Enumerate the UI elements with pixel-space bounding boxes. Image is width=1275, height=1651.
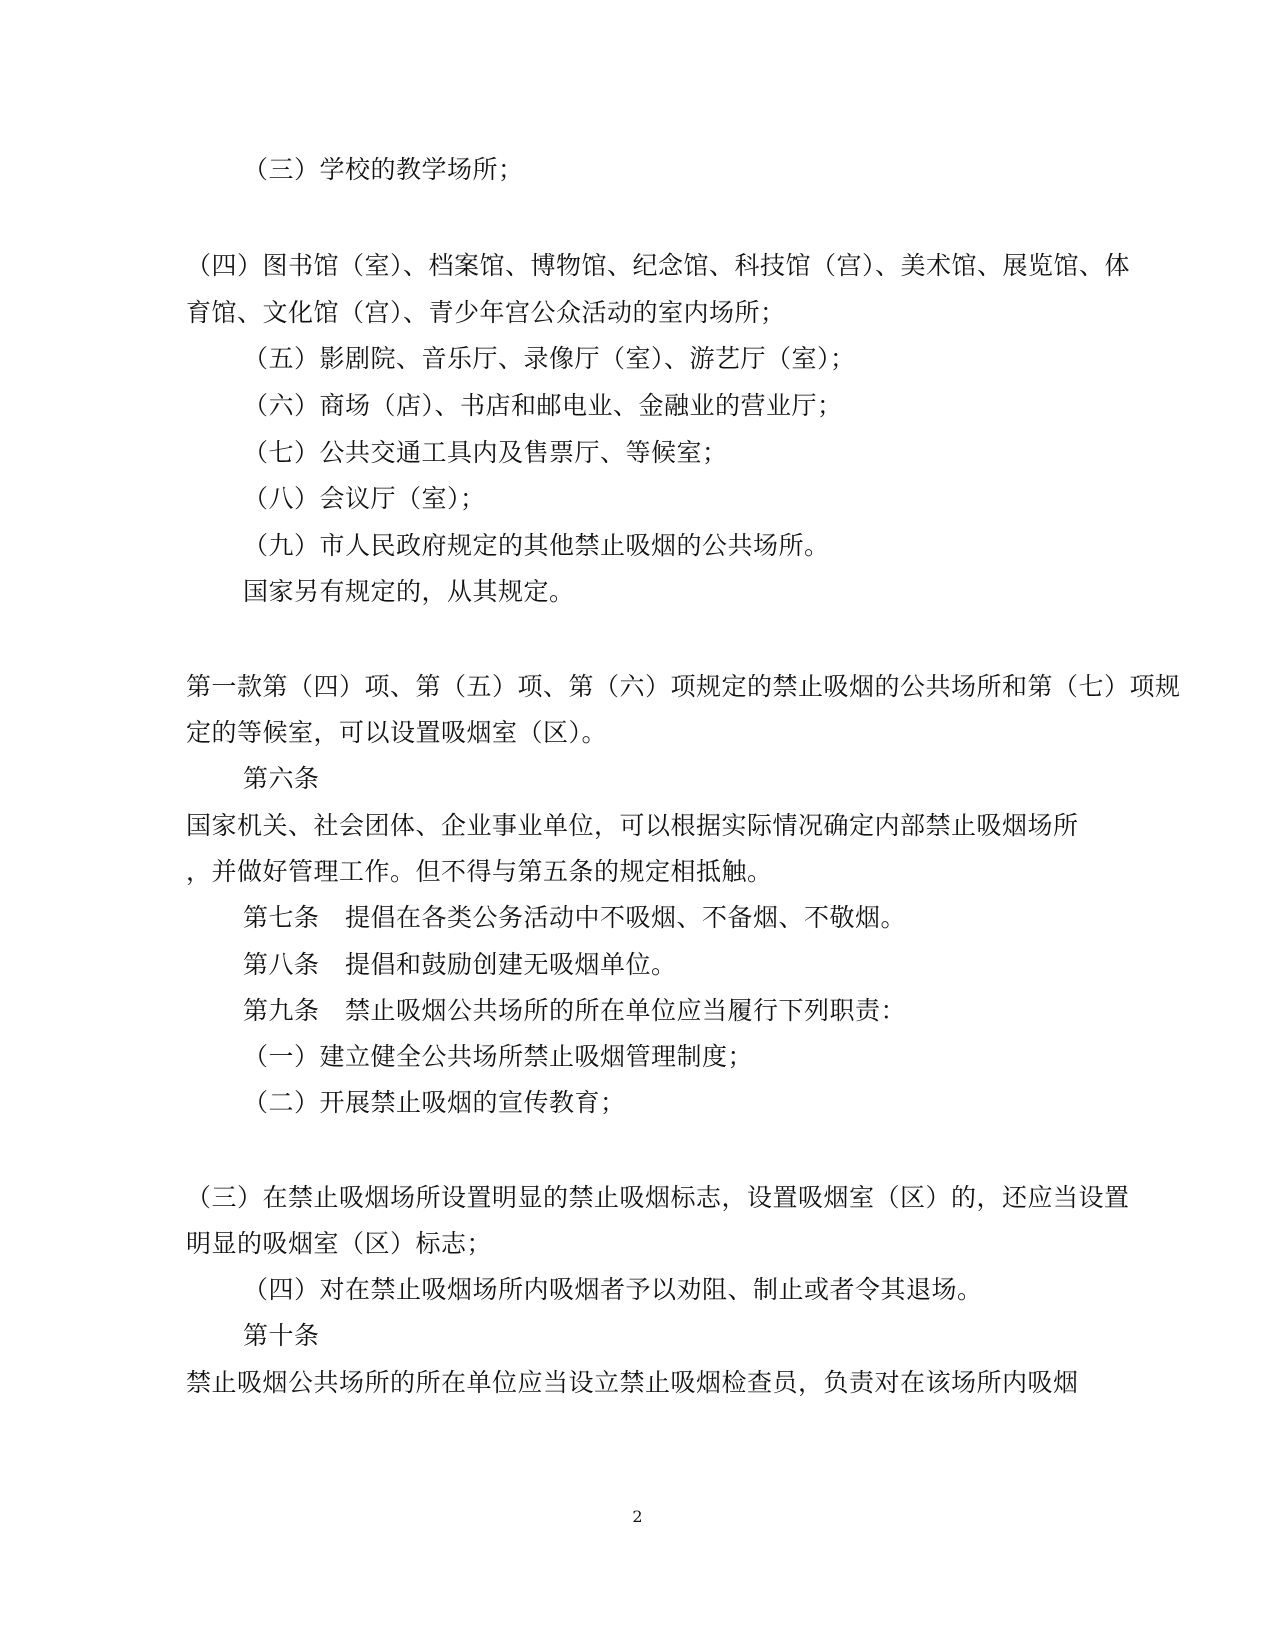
article-six-heading: 第六条 xyxy=(243,764,320,793)
page-number: 2 xyxy=(632,1507,643,1526)
national-provision: 国家另有规定的，从其规定。 xyxy=(243,577,575,606)
item-four-cultural-venues-line-2: 育馆、文化馆（宫）、青少年宫公众活动的室内场所； xyxy=(186,298,786,327)
article-nine-item-three-line-1: （三）在禁止吸烟场所设置明显的禁止吸烟标志，设置吸烟室（区）的，还应当设置 xyxy=(186,1183,1130,1212)
article-ten-text-line-1: 禁止吸烟公共场所的所在单位应当设立禁止吸烟检查员，负责对在该场所内吸烟 xyxy=(186,1368,1079,1397)
article-nine: 第九条 禁止吸烟公共场所的所在单位应当履行下列职责： xyxy=(243,996,907,1025)
item-five-entertainment: （五）影剧院、音乐厅、录像厅（室）、游艺厅（室）； xyxy=(243,344,856,373)
item-eight-meeting-rooms: （八）会议厅（室）； xyxy=(243,484,486,513)
item-seven-public-transport: （七）公共交通工具内及售票厅、等候室； xyxy=(243,438,728,467)
item-four-cultural-venues-line-1: （四）图书馆（室）、档案馆、博物馆、纪念馆、科技馆（宫）、美术馆、展览馆、体 xyxy=(186,251,1131,280)
article-eight: 第八条 提倡和鼓励创建无吸烟单位。 xyxy=(243,950,677,979)
article-ten-heading: 第十条 xyxy=(243,1321,320,1350)
article-nine-item-four: （四）对在禁止吸烟场所内吸烟者予以劝阻、制止或者令其退场。 xyxy=(243,1275,983,1304)
article-nine-item-two: （二）开展禁止吸烟的宣传教育； xyxy=(243,1088,626,1117)
item-three-teaching-places: （三）学校的教学场所； xyxy=(243,155,524,184)
article-nine-item-one: （一）建立健全公共场所禁止吸烟管理制度； xyxy=(243,1042,754,1071)
smoking-room-clause-line-2: 定的等候室，可以设置吸烟室（区）。 xyxy=(186,718,608,747)
article-six-text-line-1: 国家机关、社会团体、企业事业单位，可以根据实际情况确定内部禁止吸烟场所 xyxy=(186,811,1079,840)
article-six-text-line-2: ，并做好管理工作。但不得与第五条的规定相抵触。 xyxy=(186,857,773,886)
smoking-room-clause-line-1: 第一款第（四）项、第（五）项、第（六）项规定的禁止吸烟的公共场所和第（七）项规 xyxy=(186,672,1181,701)
article-seven: 第七条 提倡在各类公务活动中不吸烟、不备烟、不敬烟。 xyxy=(243,903,907,932)
item-six-business-halls: （六）商场（店）、书店和邮电业、金融业的营业厅； xyxy=(243,391,843,420)
article-nine-item-three-line-2: 明显的吸烟室（区）标志； xyxy=(186,1229,493,1258)
item-nine-other-places: （九）市人民政府规定的其他禁止吸烟的公共场所。 xyxy=(243,531,830,560)
